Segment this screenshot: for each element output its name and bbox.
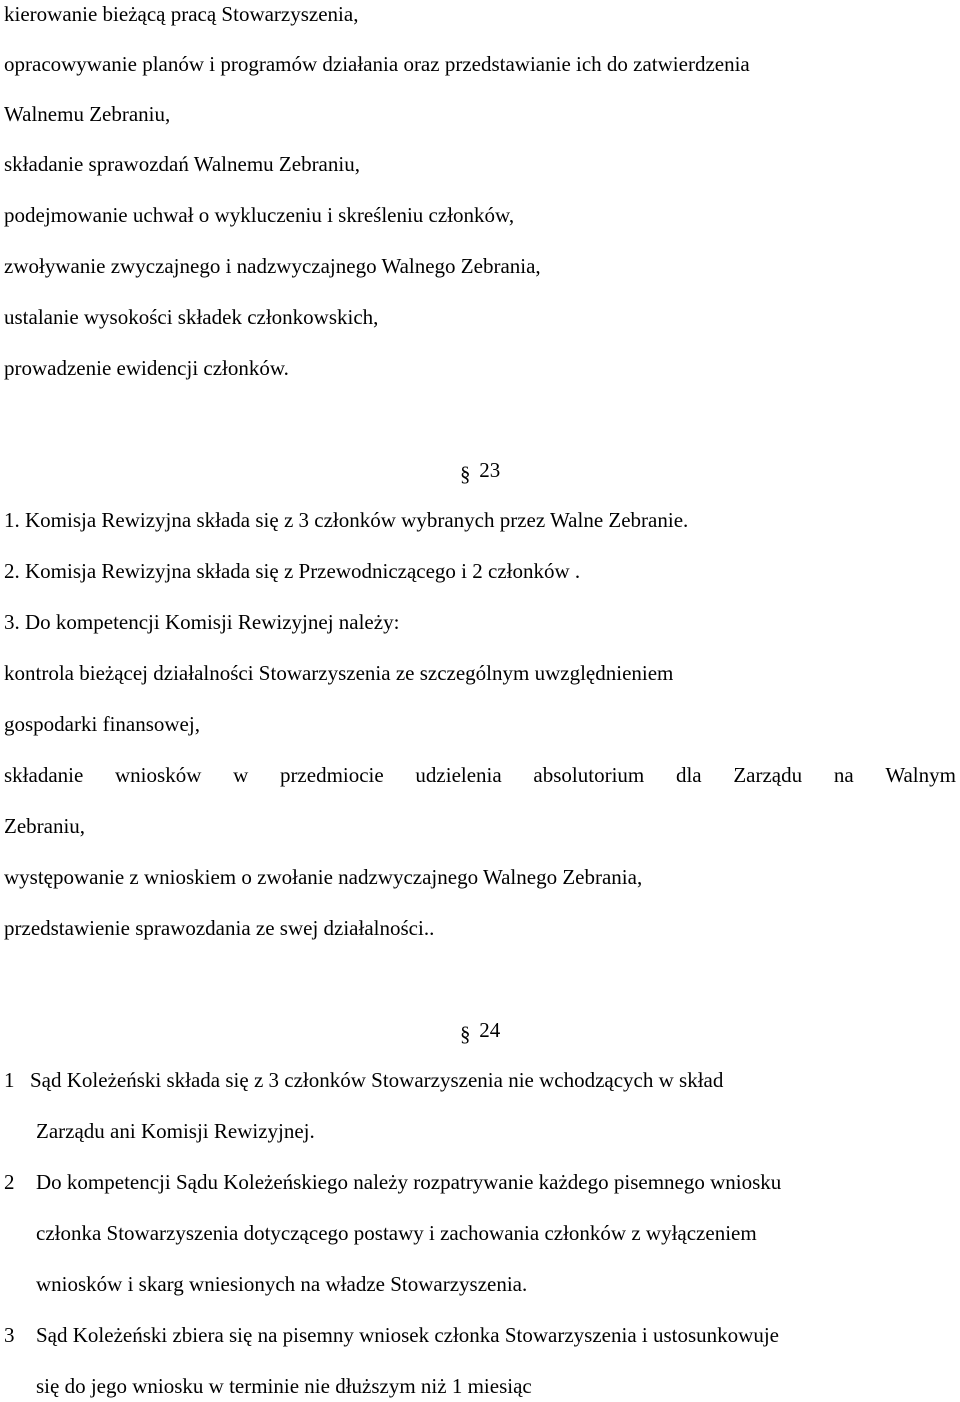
s24-p3-line-1: Sąd Koleżeński zbiera się na pisemny wniosek członka Stowarzyszenia i ustosunkowuje bbox=[36, 1323, 779, 1347]
justified-word: Zarządu bbox=[733, 763, 803, 787]
justified-word: udzielenia bbox=[415, 763, 502, 787]
justified-word: na bbox=[833, 763, 854, 787]
duty-line-2: opracowywanie planów i programów działania oraz przedstawianie ich do zatwierdzenia bbox=[4, 52, 750, 76]
s24-p1-line-1: Sąd Koleżeński składa się z 3 członków Stowarzyszenia nie wchodzących w skład bbox=[30, 1068, 724, 1092]
section-number: 24 bbox=[479, 1018, 501, 1042]
duty-line-7: ustalanie wysokości składek członkowskich, bbox=[4, 305, 379, 329]
duty-line-6: zwoływanie zwyczajnego i nadzwyczajnego Walnego Zebrania, bbox=[4, 254, 541, 278]
s23-item-1-line-1: kontrola bieżącej działalności Stowarzyszenia ze szczególnym uwzględnieniem bbox=[4, 661, 674, 685]
section-sign: § bbox=[460, 462, 471, 486]
s23-paragraph-3: 3. Do kompetencji Komisji Rewizyjnej należy: bbox=[4, 610, 400, 634]
justified-word: dla bbox=[675, 763, 702, 787]
s23-item-4: przedstawienie sprawozdania ze swej działalności.. bbox=[4, 916, 435, 940]
s23-paragraph-2: 2. Komisja Rewizyjna składa się z Przewodniczącego i 2 członków . bbox=[4, 559, 581, 583]
justified-word: absolutorium bbox=[533, 763, 645, 787]
s23-item-1-line-2: gospodarki finansowej, bbox=[4, 712, 200, 736]
justified-word: w bbox=[233, 763, 249, 787]
s23-paragraph-1: 1. Komisja Rewizyjna składa się z 3 członków wybranych przez Walne Zebranie. bbox=[4, 508, 689, 532]
s24-p2-line-2: członka Stowarzyszenia dotyczącego postawy i zachowania członków z wyłączeniem bbox=[36, 1221, 757, 1245]
duty-line-8: prowadzenie ewidencji członków. bbox=[4, 356, 289, 380]
section-23-heading bbox=[460, 458, 501, 486]
s23-item-2-line-1 bbox=[4, 763, 956, 787]
duty-line-3: Walnemu Zebraniu, bbox=[4, 102, 171, 126]
section-sign: § bbox=[460, 1022, 471, 1046]
section-24-heading bbox=[460, 1018, 501, 1046]
duty-line-4: składanie sprawozdań Walnemu Zebraniu, bbox=[4, 152, 360, 176]
s23-item-2-line-2: Zebraniu, bbox=[4, 814, 86, 838]
s24-p1-line-2: Zarządu ani Komisji Rewizyjnej. bbox=[36, 1119, 315, 1143]
s23-item-3: występowanie z wnioskiem o zwołanie nadzwyczajnego Walnego Zebrania, bbox=[4, 865, 643, 889]
justified-word: składanie bbox=[4, 763, 84, 787]
justified-word: przedmiocie bbox=[279, 763, 384, 787]
s24-p1-number: 1 bbox=[4, 1068, 15, 1092]
duty-line-1: kierowanie bieżącą pracą Stowarzyszenia, bbox=[4, 2, 359, 26]
s24-p2-number: 2 bbox=[4, 1170, 15, 1194]
s24-p2-line-1: Do kompetencji Sądu Koleżeńskiego należy rozpatrywanie każdego pisemnego wniosku bbox=[36, 1170, 782, 1194]
s24-p3-line-2: się do jego wniosku w terminie nie dłuższym niż 1 miesiąc bbox=[36, 1374, 532, 1398]
s24-p2-line-3: wniosków i skarg wniesionych na władze Stowarzyszenia. bbox=[36, 1272, 528, 1296]
justified-word: Walnym bbox=[885, 763, 956, 787]
s24-p3-number: 3 bbox=[4, 1323, 15, 1347]
duty-line-5: podejmowanie uchwał o wykluczeniu i skreśleniu członków, bbox=[4, 203, 515, 227]
justified-word: wniosków bbox=[115, 763, 202, 787]
section-number: 23 bbox=[479, 458, 501, 482]
